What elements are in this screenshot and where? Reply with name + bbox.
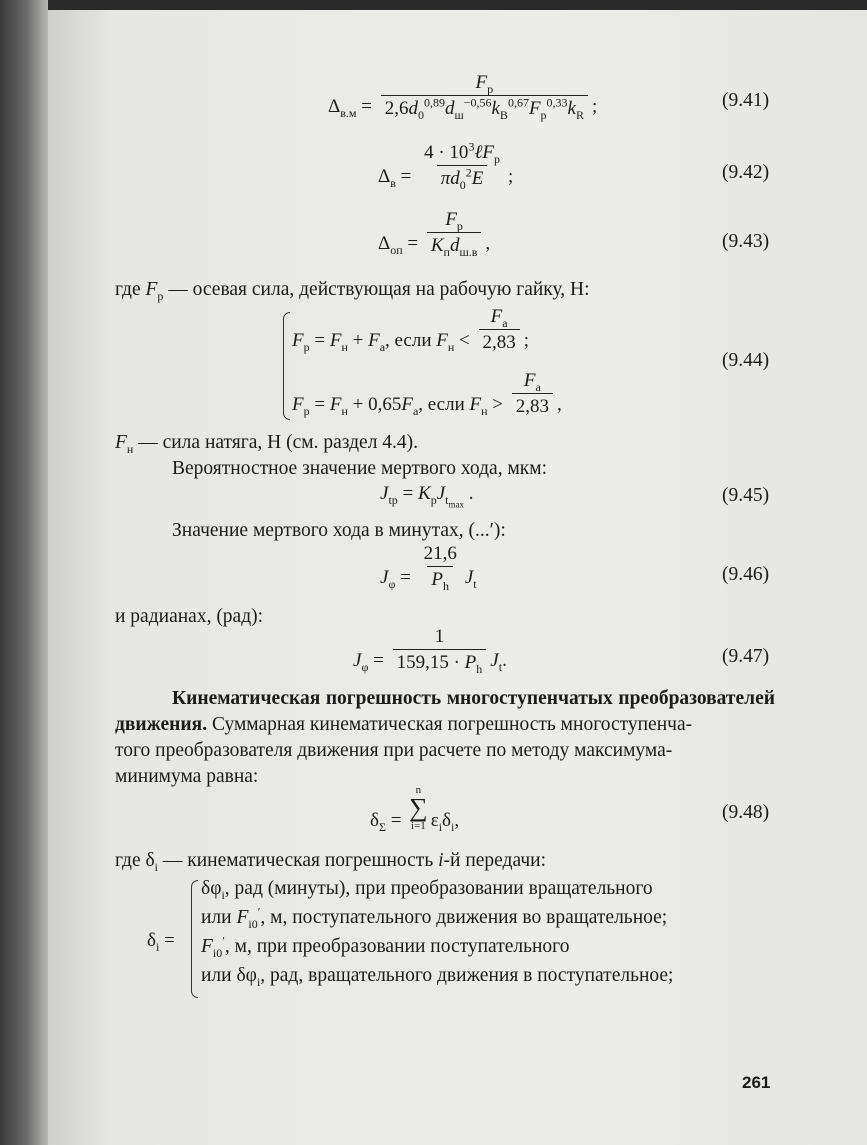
equation-9-41: $\Delta_{в.м}$ = $\frac{F_p}{2,6d_0^{0,89}d_ш^{-0,56}k_В^{0,67}F_p^{0,33}k_R}$ ; — [328, 72, 598, 122]
equation-9-47: $J_\varphi$ = $\frac{1}{159,15 \cdot P_h}$ $J_t$. — [353, 626, 507, 676]
text-line: Вероятностное значение мертвого хода, мкм: — [172, 458, 548, 479]
case-line-1: $\delta\varphi_i$, рад (минуты), при преобразовании вращательного — [201, 878, 653, 902]
equation-9-44-line-1: $F_p = F_н + F_a$, если $F_н$ < $\frac{F_a}{2,83}$ ; — [292, 306, 530, 355]
delta-i-lhs: $\delta_i$ = — [147, 930, 175, 954]
case-line-2: или $F_{i0}'$, м, поступательного движения во вращательное; — [201, 904, 668, 931]
text-line: где $\delta_i$ — кинематическая погрешность i-й передачи: — [115, 850, 547, 874]
equation-number: (9.41) — [722, 90, 770, 111]
equation-9-43: $\Delta_{оп}$ = $\frac{F_p}{K_пd_{ш.в}}$ , — [378, 209, 491, 259]
case-line-4: или $\delta\varphi_i$, рад, вращательного движения в поступательное; — [201, 965, 674, 989]
equation-number: (9.45) — [722, 485, 770, 506]
equation-9-48: $\delta_\Sigma$ = n ∑ i=1 $\varepsilon_i\delta_i$, — [370, 784, 460, 835]
equation-9-42: $\Delta_в$ = $\frac{4 \cdot 10^3\ell F_p}{\pi d_0^2E}$ ; — [378, 139, 514, 192]
equation-number: (9.47) — [722, 646, 770, 667]
left-brace — [191, 880, 198, 998]
left-brace — [283, 312, 290, 420]
page-number: 261 — [742, 1073, 771, 1092]
equation-number: (9.43) — [722, 231, 770, 252]
text-line: того преобразователя движения при расчете по методу максимума- — [115, 740, 673, 761]
text-line: Значение мертвого хода в минутах, (...′): — [172, 520, 506, 541]
equation-number: (9.42) — [722, 162, 770, 183]
case-line-3: $F_{i0}'$, м, при преобразовании поступательного — [201, 933, 570, 960]
text-line: $F_н$ — сила натяга, Н (см. раздел 4.4). — [115, 432, 419, 456]
text-line: минимума равна: — [115, 766, 259, 787]
equation-9-44-line-2: $F_p = F_н + 0,65F_a$, если $F_н$ > $\frac{F_a}{2,83}$ , — [292, 370, 562, 419]
text-line: и радианах, (рад): — [115, 606, 264, 627]
equation-number: (9.48) — [722, 802, 770, 823]
equation-9-46: $J_\varphi$ = $\frac{21,6}{P_h}$ $J_t$ — [380, 543, 477, 593]
equation-number: (9.46) — [722, 564, 770, 585]
paragraph-kinematic-error: Кинематическая погрешность многоступенчатых преобразователей движения. Суммарная кинематическая погрешность многоступенча- — [115, 688, 775, 735]
text-line: где $F_p$ — осевая сила, действующая на рабочую гайку, Н: — [115, 279, 590, 303]
book-spine-shadow — [0, 0, 48, 1145]
equation-number: (9.44) — [722, 350, 770, 371]
equation-9-45: $J_{tp} = K_pJ_{t_{max}}$ . — [380, 483, 474, 510]
